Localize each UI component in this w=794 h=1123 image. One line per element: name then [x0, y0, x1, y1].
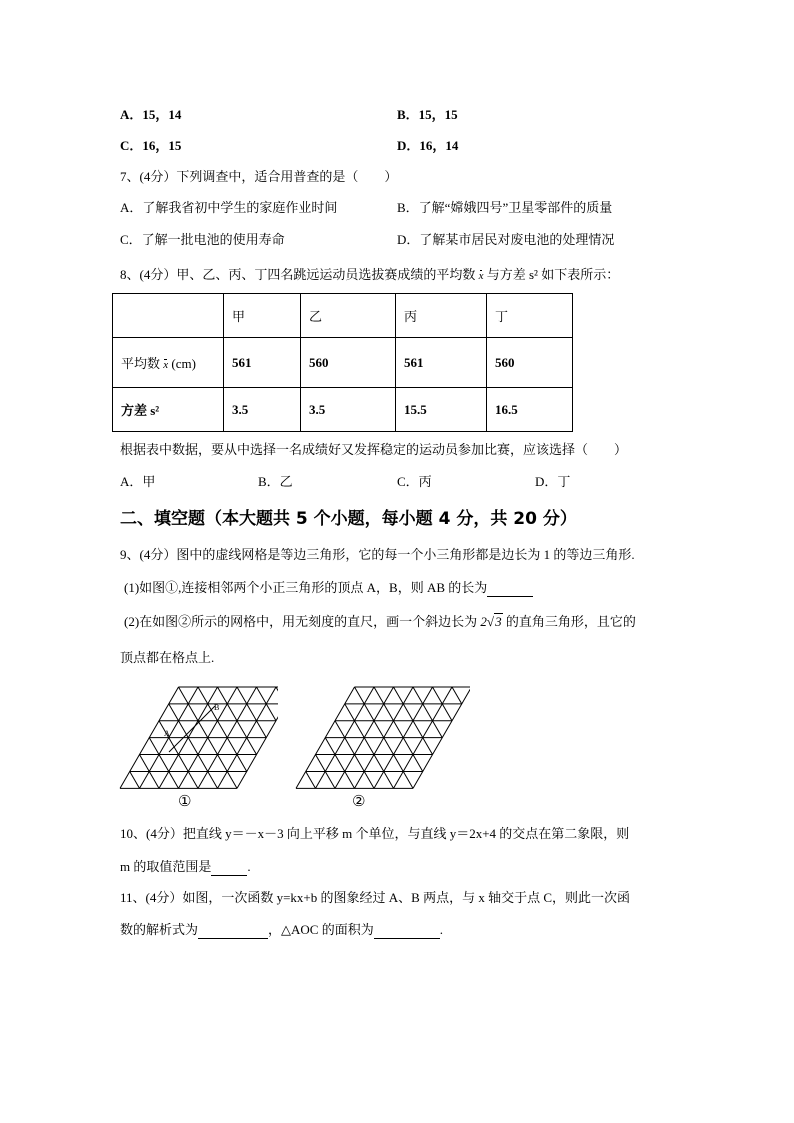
q7-option-d: D．了解某市居民对废电池的处理情况 — [397, 232, 615, 247]
row-label-mean: 平均数 x (cm) — [113, 338, 224, 388]
table-cell: 16.5 — [487, 388, 573, 432]
answer-blank — [487, 580, 533, 597]
q8-option-d: D．丁 — [535, 474, 571, 489]
table-cell: 561 — [224, 338, 301, 388]
table-header-cell — [113, 294, 224, 338]
table-cell: 3.5 — [301, 388, 396, 432]
q6-option-c: C．16，15 — [120, 138, 182, 153]
q8-stem — [120, 264, 619, 283]
q8-option-b: B．乙 — [258, 474, 293, 489]
q11-line1: 11、(4分）如图，一次函数 y=kx+b 的图象经过 A、B 两点，与 x 轴交于点 C，则此一次函 — [120, 890, 630, 905]
q9-stem: 9、(4分）图中的虚线网格是等边三角形，它的每一个小三角形都是边长为 1 的等边三角形. — [120, 547, 635, 562]
q8-stem-before: 8、(4分）甲、乙、丙、丁四名跳远运动员选拔赛成绩的平均数 — [120, 267, 476, 282]
grid-line — [130, 771, 140, 788]
q11-line2: 数的解析式为 ，△AOC 的面积为 . — [120, 922, 443, 937]
q6-option-d: D．16，14 — [397, 138, 459, 153]
q7-option-a: A．了解我省初中学生的家庭作业时间 — [120, 200, 338, 215]
grid-line — [198, 687, 247, 771]
table-header-cell: 甲 — [224, 294, 301, 338]
q10-line1: 10、(4分）把直线 y＝－x－3 向上平移 m 个单位，与直线 y＝2x+4 的交点在第二象限，则 — [120, 826, 630, 841]
answer-blank — [198, 922, 268, 939]
table-header-cell: 丙 — [396, 294, 487, 338]
q7-option-c: C．了解一批电池的使用寿命 — [120, 232, 285, 247]
table-header-row — [113, 294, 573, 338]
table-cell: 15.5 — [396, 388, 487, 432]
grid-line — [306, 771, 316, 788]
x-bar-symbol: x — [478, 270, 484, 282]
q7-stem: 7、(4分）下列调查中，适合用普查的是（ ） — [120, 169, 398, 184]
figure-2-caption: ② — [352, 792, 366, 810]
triangle-grid-figure-2 — [294, 684, 470, 792]
table-cell: 560 — [487, 338, 573, 388]
triangle-grid-figure-1 — [118, 684, 278, 792]
answer-blank — [211, 859, 247, 876]
grid-line — [452, 687, 462, 704]
q9-part1: (1)如图①,连接相邻两个小正三角形的顶点 A，B，则 AB 的长为 — [124, 577, 533, 597]
q9-part2-cont: 顶点都在格点上. — [120, 650, 215, 665]
grid-line — [345, 704, 394, 788]
q7-option-b: B．了解“嫦娥四号”卫星零部件的质量 — [397, 200, 613, 215]
q10-line2: m 的取值范围是 . — [120, 859, 251, 874]
q6-option-a: A．15，14 — [120, 107, 182, 122]
q6-option-b: B．15，15 — [397, 107, 458, 122]
q8-option-c: C．丙 — [397, 474, 432, 489]
grid-line — [169, 704, 218, 788]
sqrt-expression: 2√3 — [480, 614, 502, 629]
table-cell: 3.5 — [224, 388, 301, 432]
stats-table — [112, 293, 573, 432]
table-cell: 561 — [396, 338, 487, 388]
grid-line — [374, 687, 423, 771]
q8-option-a: A．甲 — [120, 474, 156, 489]
section-title: 二、填空题（本大题共 5 个小题，每小题 4 分，共 20 分） — [120, 509, 577, 529]
q8-question: 根据表中数据，要从中选择一名成绩好又发挥稳定的运动员参加比赛，应该选择（ ） — [120, 442, 628, 457]
row-label-variance: 方差 s² — [113, 388, 224, 432]
table-header-cell: 乙 — [301, 294, 396, 338]
table-cell: 560 — [301, 338, 396, 388]
table-row — [113, 338, 573, 388]
q9-part2: (2)在如图②所示的网格中，用无刻度的直尺，画一个斜边长为 2√3 的直角三角形，且它的 — [124, 614, 636, 629]
table-row — [113, 388, 573, 432]
q8-stem-after: 与方差 s² 如下表所示： — [486, 267, 620, 282]
table-header-cell: 丁 — [487, 294, 573, 338]
grid-line — [276, 687, 278, 704]
point-b-label: B — [214, 703, 220, 712]
answer-blank — [374, 922, 440, 939]
figure-1-caption: ① — [178, 792, 192, 810]
point-a-label: A — [164, 729, 170, 738]
